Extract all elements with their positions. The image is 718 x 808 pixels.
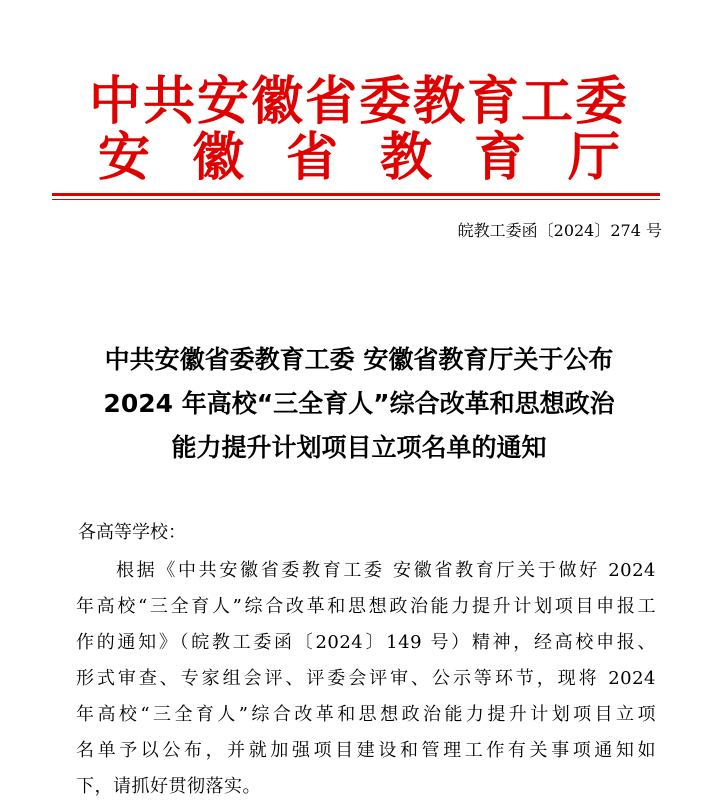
issuer-line-1: 中共安徽省委教育工委: [88, 71, 629, 132]
issuer-line-2-char: 安: [97, 127, 150, 188]
title-line-3: 能力提升计划项目立项名单的通知: [171, 433, 547, 462]
body-line: 年高校“三全育人”综合改革和思想政治能力提升计划项目申报工: [76, 596, 656, 617]
salutation: 各高等学校：: [78, 522, 186, 543]
issuer-line-2-char: 徽: [191, 127, 244, 188]
body-line: 根据《中共安徽省委教育工委 安徽省教育厅关于做好 2024: [116, 560, 656, 581]
body-line: 年高校“三全育人”综合改革和思想政治能力提升计划项目立项: [76, 704, 656, 725]
document-title: [0, 338, 718, 470]
issuer-line-2-char: 教: [380, 127, 433, 188]
body-line: 下，请抓好贯彻落实。: [76, 776, 261, 797]
issuer-line-2-char: 育: [474, 127, 527, 188]
red-rule-thin: [52, 199, 660, 200]
title-line-2: 2024 年高校“三全育人”综合改革和思想政治: [103, 389, 615, 418]
body-line: 形式审查、专家组会评、评委会评审、公示等环节，现将 2024: [76, 668, 656, 689]
body-paragraph: [76, 553, 656, 805]
issuer-line-2: [0, 127, 718, 188]
title-line-1: 中共安徽省委教育工委 安徽省教育厅关于公布: [104, 345, 614, 374]
issuer-line-2-char: 省: [285, 127, 338, 188]
body-line: 名单予以公布，并就加强项目建设和管理工作有关事项通知如: [76, 740, 656, 761]
body-line: 作的通知》（皖教工委函〔2024〕149 号）精神，经高校申报、: [76, 632, 656, 653]
document-number: 皖教工委函〔2024〕274 号: [457, 221, 662, 240]
red-rule-thick: [52, 193, 660, 196]
issuer-line-2-char: 厅: [568, 127, 621, 188]
